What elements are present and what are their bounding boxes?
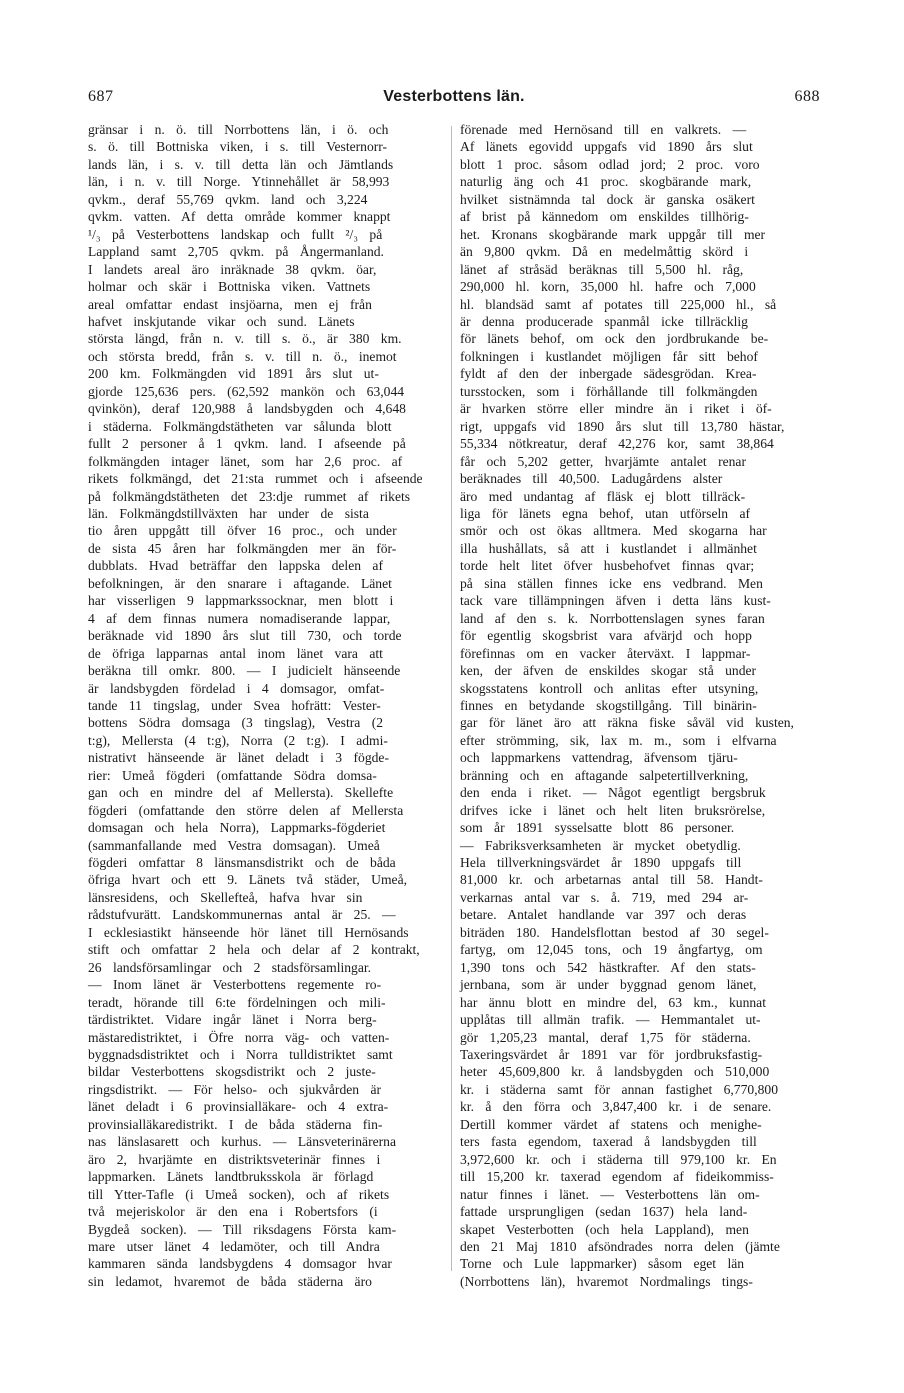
text-line: efter strömming, sik, lax m. m., som i elfvarna (460, 732, 777, 748)
text-line: 55,334 nötkreatur, deraf 42,276 kor, samt 38,864 (460, 436, 774, 452)
text-line: liga för länets egna behof, utan utförseln af (460, 505, 751, 521)
text-line: kr. i städerna samt för annan fastighet 6,770,800 (460, 1081, 778, 1097)
text-line: 4 af dem finnas numera nomadiserande lappar, (88, 610, 391, 626)
text-line: 3,972,600 kr. och i städerna till 979,100 kr. En (460, 1151, 777, 1167)
text-line: ken, der äfven de enskildes skogar stå under (460, 663, 757, 679)
text-line: rådstufvurätt. Landskommunernas antal är 25. — (88, 907, 396, 923)
text-line: två mejeriskolor är den ena i Robertsfors (i (88, 1204, 378, 1220)
text-line: rikets folkmängd, det 21:sta rummet och i afseende (88, 471, 423, 487)
text-line: har visserligen 9 lappmarkssocknar, men blott i (88, 593, 394, 609)
text-line: jernbana, som är under byggnad genom länet, (460, 977, 757, 993)
text-line: har ännu blott en mindre del, 63 km., kunnat (460, 994, 766, 1010)
text-line: torde helt litet öfver husbehofvet finnas qvar; (460, 558, 755, 574)
text-line: byggnadsdistriktet och i Norra tulldistriktet samt (88, 1047, 393, 1063)
text-line: befolkningen, är den snarare i aftagande. Länet (88, 575, 392, 591)
text-line: för länets behof, om ock den jordbrukande be- (460, 331, 769, 347)
text-line: 200 km. Folkmängden vid 1891 års slut ut- (88, 366, 379, 382)
text-line: blott 1 proc. såsom odlad jord; 2 proc. voro (460, 156, 760, 172)
text-line: rigt, uppgafs vid 1890 års slut till 13,780 hästar, (460, 418, 785, 434)
text-line: som år 1891 sysselsatte blott 86 personer. (460, 820, 735, 836)
text-line: finnes en betydande skogstillgång. Till binärin- (460, 697, 757, 713)
text-line: verkarnas antal var s. å. 719, med 294 ar- (460, 889, 749, 905)
text-line: ¹/₃ på Vesterbottens landskap och fullt ²/₃ på (88, 226, 383, 242)
text-line: till 15,200 kr. taxerad egendom af fideikommiss- (460, 1169, 774, 1185)
text-line: I landets areal äro inräknade 38 qvkm. öar, (88, 261, 377, 277)
text-line: fögderi (omfattande den större delen af Mellersta (88, 802, 404, 818)
text-line: (Norrbottens län), hvaremot Nordmalings tings- (460, 1273, 753, 1289)
text-line: tio åren uppgått till öfver 16 proc., och under (88, 523, 397, 539)
text-line: hafvet inskjutande vikar och sund. Länets (88, 313, 355, 329)
page-number-right: 688 (794, 88, 820, 105)
text-line: provinsialläkaredistrikt. I de båda städerna fin- (88, 1116, 383, 1132)
text-line: öfriga hvart och ett 9. Länets två städer, Umeå, (88, 872, 407, 888)
text-line: hvilket sistnämnda tal dock är ganska osäkert (460, 191, 755, 207)
text-line: länet deladt i 6 provinsialläkare- och 4 extra- (88, 1099, 389, 1115)
text-line: Dertill kommer värdet af statens och menighe- (460, 1116, 762, 1132)
text-line: Lappland samt 2,705 qvkm. på Ångermanland. (88, 244, 384, 260)
text-line: af brist på kännedom om enskildes tillhörig- (460, 209, 749, 225)
text-line: är denna producerade spanmål icke tillräcklig (460, 313, 748, 329)
text-line: natur finnes i länet. — Vesterbottens län om- (460, 1186, 760, 1202)
text-line: (sammanfallande med Vestra domsagan). Umeå (88, 837, 380, 853)
text-line: hl. blandsäd samt af potates till 225,000 hl., så (460, 296, 777, 312)
text-line: gränsar i n. ö. till Norrbottens län, i ö. och (88, 122, 389, 137)
text-line: fattade ursprungligen (sedan 1637) hela land- (460, 1204, 748, 1220)
text-line: största längd, från n. v. till s. ö., är 380 km. (88, 331, 402, 347)
text-line: och största bredd, från s. v. till n. ö., inemot (88, 348, 397, 364)
text-line: gar för länet äro att räkna fiske såväl vid kusten, (460, 715, 794, 731)
text-line: län, i n. v. till Norge. Ytinnehållet är 58,993 (88, 174, 390, 190)
text-line: den 21 Maj 1810 afsöndrades norra delen (jämte (460, 1239, 780, 1254)
text-line: het. Kronans skogbärande mark uppgår till mer (460, 226, 766, 242)
text-line: Bygdeå socken). — Till riksdagens Första kam- (88, 1221, 397, 1237)
text-line: smör och ost ökas alltmera. Med skogarna har (460, 523, 767, 539)
text-line: förenade med Hernösand till en valkrets. — (460, 122, 747, 137)
text-line: beräknade vid 1890 års slut till 730, och torde (88, 628, 402, 644)
text-line: gjorde 125,636 pers. (62,592 mankön och 63,044 (88, 383, 405, 399)
text-line: och lappmarkens vattendrag, äfvensom tjäru- (460, 750, 738, 766)
text-line: länsresidens, och Skellefteå, hafva hvar sin (88, 889, 363, 905)
column-divider (451, 126, 452, 1271)
text-line: 290,000 hl. korn, 35,000 hl. hafre och 7,000 (460, 279, 756, 295)
text-line: lands län, i s. v. till detta län och Jämtlands (88, 156, 394, 172)
text-line: I ecklesiastikt hänseende hör länet till Hernösands (88, 924, 409, 940)
text-line: tursstocken, som i förhållande till folkmängden (460, 383, 758, 399)
text-line: upplåtas till allmän trafik. — Hemmantalet ut- (460, 1012, 761, 1028)
text-line: ringsdistrikt. — För helso- och sjukvården är (88, 1081, 382, 1097)
text-line: heter 45,609,800 kr. å landsbygden och 510,000 (460, 1064, 770, 1080)
text-line: för egentlig skogsbrist vara afvärjd och hopp (460, 628, 752, 644)
text-line: bildar Vesterbottens skogsdistrikt och 2 juste- (88, 1064, 376, 1080)
text-line: på sina ställen finnes icke ens vedbrand. Men (460, 575, 763, 591)
text-line: — Fabriksverksamheten är mycket obetydlig. (460, 837, 741, 853)
text-line: län. Folkmängdstillväxten har under de sista (88, 505, 369, 521)
text-line: fullt 2 personer å 1 qvkm. land. I afseende på (88, 436, 406, 452)
text-line: 81,000 kr. och arbetarnas antal till 58. Handt- (460, 872, 763, 888)
text-line: betare. Antalet handlande var 397 och deras (460, 907, 747, 923)
text-line: den enda i riket. — Något egentligt bergsbruk (460, 785, 766, 801)
text-line: kammaren sända landsbygdens 4 domsagor hvar (88, 1256, 392, 1272)
text-line: får och 5,202 getter, hvarjämte antalet renar (460, 453, 746, 469)
text-line: nas länslasarett och kurhus. — Länsveterinärerna (88, 1134, 396, 1150)
text-line: fartyg, om 12,045 tons, och 19 ångfartyg, om (460, 942, 763, 958)
text-line: de sista 45 åren har folkmängden mer än för- (88, 540, 397, 556)
text-line: 1,390 tons och 542 hästkrafter. Af den stats- (460, 959, 756, 975)
page-number-left: 687 (88, 88, 114, 105)
text-line: Hela tillverkningsvärdet år 1890 uppgafs till (460, 855, 742, 871)
text-line: rier: Umeå fögderi (omfattande Södra domsa- (88, 767, 377, 783)
text-line: Af länets egovidd uppgafs vid 1890 års slut (460, 139, 753, 155)
text-line: till Ytter-Tafle (i Umeå socken), och af rikets (88, 1186, 390, 1202)
text-line: biträden 180. Handelsflottan bestod af 30 segel- (460, 924, 769, 940)
text-line: folkningen i kustlandet möjligen får sitt behof (460, 348, 758, 364)
text-line: bottens Södra domsaga (3 tingslag), Vestra (2 (88, 715, 384, 731)
text-line: tärdistriktet. Vidare ingår länet i Norra berg- (88, 1012, 377, 1028)
text-line: kr. å den förra och 3,847,400 kr. i de senare. (460, 1099, 772, 1115)
text-line: naturlig äng och 41 proc. skogbärande mark, (460, 174, 752, 190)
text-line: ters fasta egendom, taxerad å landsbygden till (460, 1134, 757, 1150)
text-line: sin ledamot, hvaremot de båda städerna äro (88, 1273, 372, 1289)
text-line: förefinnas om en vacker återväxt. I lappmar- (460, 645, 751, 661)
text-line: nistrativt hänseende är länet deladt i 3 fögde- (88, 750, 389, 766)
text-line: lappmarken. Länets landtbruksskola är förlagd (88, 1169, 374, 1185)
text-line: är hvarken större eller mindre än i riket i öf- (460, 401, 772, 417)
text-line: — Inom länet är Vesterbottens regemente ro- (88, 977, 382, 993)
running-header (88, 88, 820, 112)
text-line: Torne och Lule lappmarker) såsom eget län (460, 1256, 745, 1272)
text-line: teradt, hörande till 6:te fördelningen och mili- (88, 994, 386, 1010)
right-column (460, 121, 820, 1290)
text-line: de öfriga lapparnas antal inom länet vara att (88, 645, 383, 661)
text-line: skapet Vesterbotten (och hela Lappland), men (460, 1221, 749, 1237)
left-column (88, 121, 448, 1290)
text-line: tack vare tillämpningen äfven i detta läns kust- (460, 593, 771, 609)
text-line: mare utser länet 4 ledamöter, och till Andra (88, 1239, 380, 1254)
text-line: bränning och en aftagande salpetertillverkning, (460, 767, 749, 783)
text-line: är landsbygden fördelad i 4 domsagor, omfat- (88, 680, 385, 696)
text-line: stift och omfattar 2 hela och delar af 2 kontrakt, (88, 942, 420, 958)
text-line: skogsstatens kontroll och anlitas efter utsyning, (460, 680, 759, 696)
text-line: äro 2, hvarjämte en distriktsveterinär finnes i (88, 1151, 381, 1167)
text-line: mästaredistriktet, i Öfre norra väg- och vatten- (88, 1029, 390, 1045)
text-line: s. ö. till Bottniska viken, i s. till Vesternorr- (88, 139, 388, 155)
text-line: Taxeringsvärdet år 1891 var för jordbruksfastig- (460, 1047, 763, 1063)
text-line: gör 1,205,23 mantal, deraf 1,75 för städerna. (460, 1029, 751, 1045)
text-line: qvinkön), deraf 120,988 å landsbygden och 4,648 (88, 401, 406, 417)
text-line: tande 11 tingslag, under Svea hofrätt: Vester- (88, 697, 381, 713)
text-line: 26 landsförsamlingar och 2 stadsförsamlingar. (88, 959, 372, 975)
text-line: gan och en mindre del af Mellersta). Skellefte (88, 785, 394, 801)
text-line: länet af stråsäd beräknas till 5,500 hl. råg, (460, 261, 744, 277)
text-line: t:g), Mellersta (4 t:g), Norra (2 t:g). I admi- (88, 732, 388, 748)
text-line: på folkmängdstätheten det 23:dje rummet af rikets (88, 488, 411, 504)
page-title: Vesterbottens län. (383, 88, 525, 105)
text-line: qvkm. vatten. Af detta område kommer knappt (88, 209, 391, 225)
text-line: areal omfattar endast insjöarna, men ej från (88, 296, 372, 312)
text-line: land af den s. k. Norrbottenslagen synes faran (460, 610, 765, 626)
text-line: beräkna till omkr. 800. — I judicielt hänseende (88, 663, 401, 679)
text-line: äro med undantag af fläsk ej blott tillräck- (460, 488, 746, 504)
text-line: i städerna. Folkmängdstätheten var sålunda blott (88, 418, 392, 434)
text-line: holmar och skär i Bottniska viken. Vattnets (88, 279, 371, 295)
text-line: dubblats. Hvad beträffar den lappska delen af (88, 558, 383, 574)
text-line: illa hushållats, så att i kustlandet i allmänhet (460, 540, 757, 556)
text-line: fögderi omfattar 8 länsmansdistrikt och de båda (88, 855, 396, 871)
text-line: beräknades till 40,500. Ladugårdens alster (460, 471, 723, 487)
text-line: drifves icke i länet och helt liten bruksrörelse, (460, 802, 766, 818)
text-line: domsagan och hela Norra), Lappmarks-fögderiet (88, 820, 386, 836)
text-line: fyldt af den der inbergade sädesgrödan. Krea- (460, 366, 757, 382)
text-line: folkmängden intager länet, som har 2,6 proc. af (88, 453, 403, 469)
text-line: än 9,800 qvkm. Då en medelmåttig skörd i (460, 244, 749, 260)
text-line: qvkm., deraf 55,769 qvkm. land och 3,224 (88, 191, 368, 207)
